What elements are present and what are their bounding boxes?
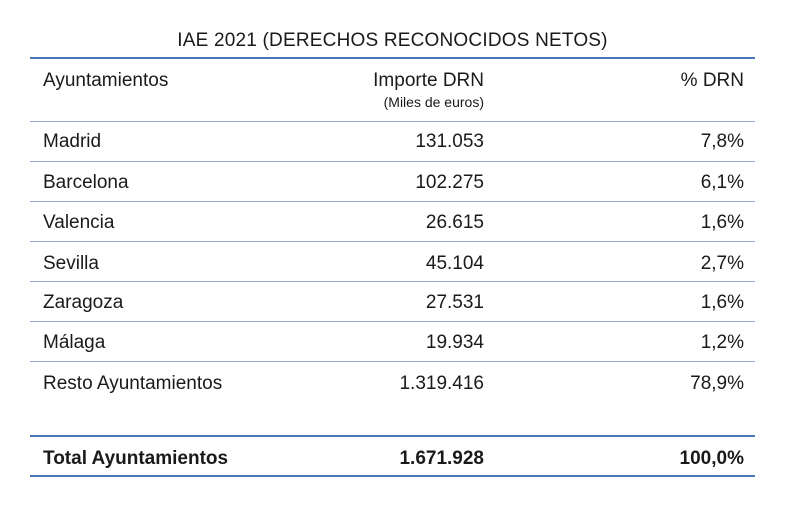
row-divider [30, 241, 755, 242]
row-amount: 26.615 [425, 212, 484, 233]
total-amount: 1.671.928 [399, 448, 484, 469]
header-bottom-rule [30, 121, 755, 122]
row-pct: 6,1% [700, 172, 744, 193]
row-amount: 45.104 [425, 253, 484, 274]
row-amount: 1.319.416 [399, 373, 484, 394]
header-importe-drn: Importe DRN [373, 70, 484, 91]
total-pct: 100,0% [679, 448, 744, 469]
row-name: Valencia [43, 212, 115, 233]
row-pct: 7,8% [700, 131, 744, 152]
row-name: Sevilla [43, 253, 99, 274]
row-divider [30, 201, 755, 202]
row-divider [30, 281, 755, 282]
row-name: Zaragoza [43, 292, 124, 313]
row-divider [30, 361, 755, 362]
header-ayuntamientos: Ayuntamientos [43, 70, 169, 91]
header-top-rule [30, 57, 755, 59]
row-amount: 27.531 [425, 292, 484, 313]
row-amount: 102.275 [415, 172, 484, 193]
row-divider [30, 321, 755, 322]
row-name: Málaga [43, 332, 106, 353]
row-name: Madrid [43, 131, 102, 152]
table-title: IAE 2021 (DERECHOS RECONOCIDOS NETOS) [177, 30, 608, 51]
header-pct-drn: % DRN [680, 70, 744, 91]
row-pct: 1,2% [700, 332, 744, 353]
header-importe-unit: (Miles de euros) [383, 94, 484, 110]
total-name: Total Ayuntamientos [43, 448, 229, 469]
row-pct: 1,6% [700, 212, 744, 233]
row-name: Resto Ayuntamientos [43, 373, 223, 394]
total-top-rule [30, 435, 755, 437]
row-pct: 2,7% [700, 253, 744, 274]
row-divider [30, 161, 755, 162]
row-amount: 131.053 [415, 131, 484, 152]
row-pct: 78,9% [690, 373, 744, 394]
row-pct: 1,6% [700, 292, 744, 313]
total-bottom-rule [30, 475, 755, 477]
row-name: Barcelona [43, 172, 129, 193]
row-amount: 19.934 [425, 332, 484, 353]
